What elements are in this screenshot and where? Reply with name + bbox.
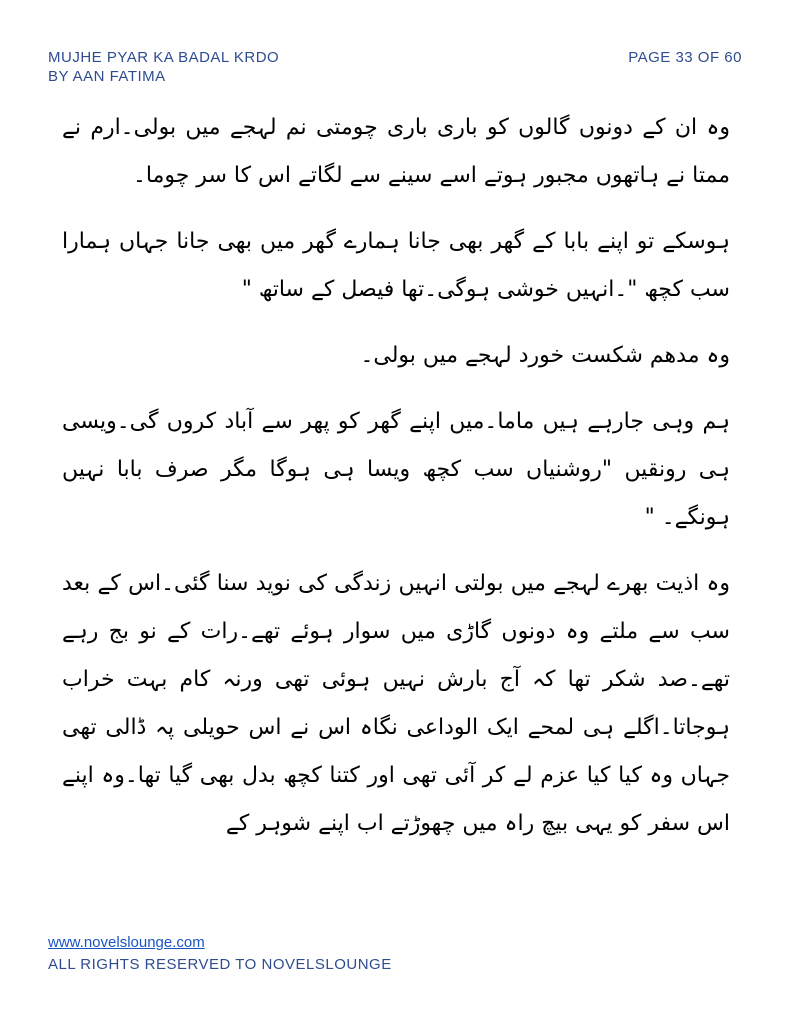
page-number: PAGE 33 OF 60 (628, 49, 742, 66)
novel-body (62, 104, 730, 866)
paragraph: وہ مدھم شکست خورد لہجے میں بولی۔ (360, 343, 730, 368)
author-name: BY AAN FATIMA (48, 68, 166, 85)
paragraph: وہ ان کے دونوں گالوں کو باری باری چومتی نم لہجے میں بولی۔ارم نے ممتا نے ہاتھوں مجبور ہوتے اسے سینے سے لگاتے اس کا سر چوما۔ (62, 115, 730, 188)
website-link[interactable]: www.novelslounge.com (48, 934, 205, 951)
paragraph: ہم وہی جارہے ہیں ماما۔میں اپنے گھر کو پھر سے آباد کروں گی۔ویسی ہی رونقیں "روشنیاں سب کچھ ویسا ہی ہوگا مگر صرف بابا نہیں ہونگے۔ " (62, 409, 730, 530)
page-header (48, 48, 279, 86)
copyright-notice: ALL RIGHTS RESERVED TO NOVELSLOUNGE (48, 956, 392, 973)
paragraph: وہ اذیت بھرے لہجے میں بولتی انہیں زندگی کی نوید سنا گئی۔اس کے بعد سب سے ملتے وہ دونوں گاڑی میں سوار ہوئے تھے۔رات کے نو بج رہے تھے۔صد شکر تھا کہ آج بارش نہیں ہوئی تھی ورنہ کام بہت خراب ہوجاتا۔اگلے ہی لمحے ایک الوداعی نگاہ اس نے اس حویلی پہ ڈالی تھی جہاں وہ کیا کیا عزم لے کر آئی تھی اور کتنا کچھ بدل بھی گیا تھا۔وہ اپنے اس سفر کو یہی بیچ راہ میں چھوڑتے اب اپنے شوہر کے (62, 571, 730, 836)
paragraph: ہوسکے تو اپنے بابا کے گھر بھی جانا ہمارے گھر میں بھی جانا جہاں ہمارا سب کچھ "۔انہیں خوشی ہوگی۔تھا فیصل کے ساتھ " (62, 229, 730, 302)
novel-title: MUJHE PYAR KA BADAL KRDO (48, 49, 280, 66)
